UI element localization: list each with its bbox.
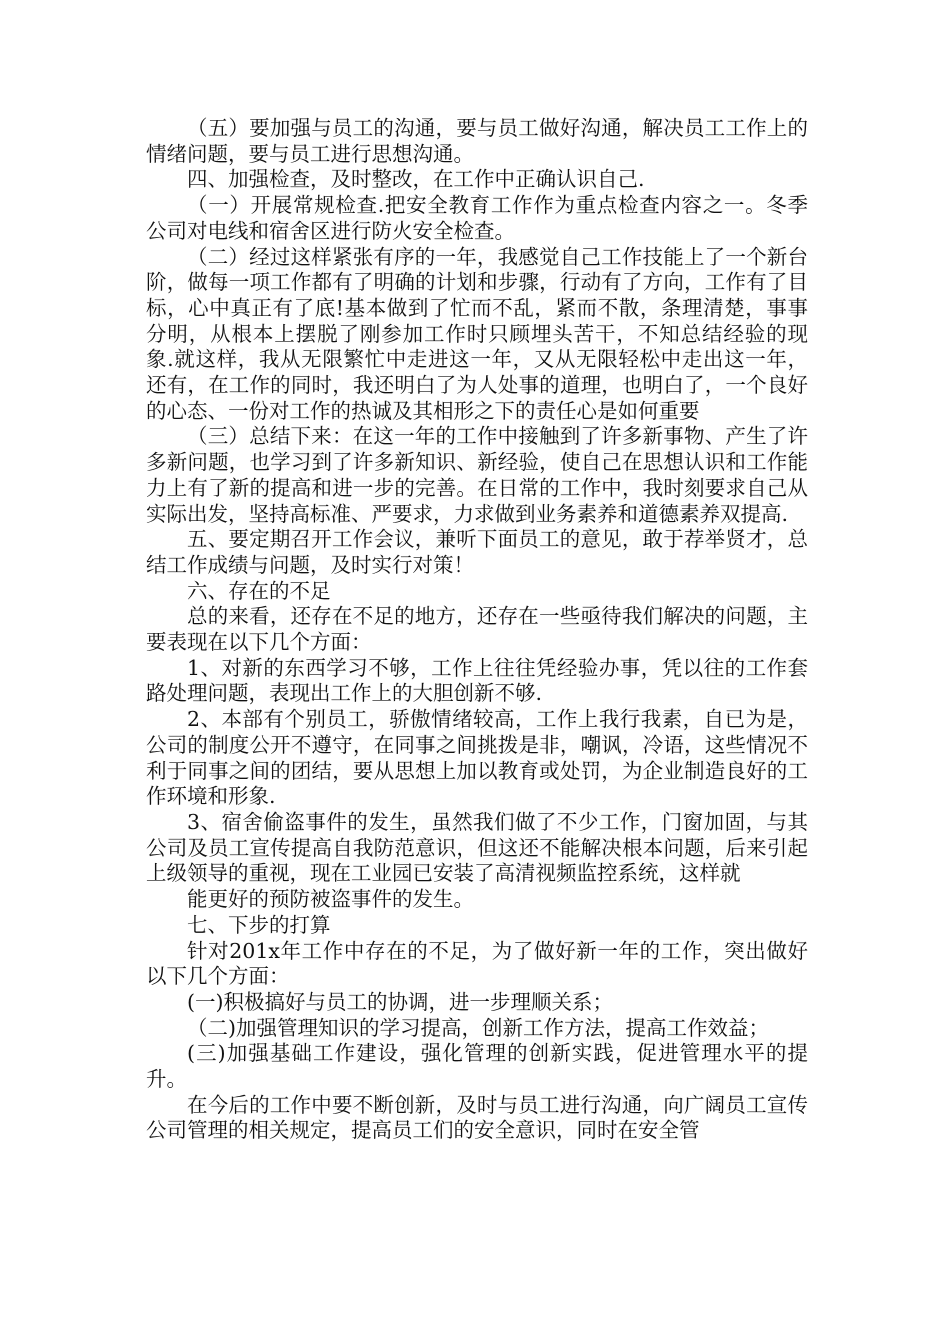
list-item-3: 3、宿舍偷盗事件的发生，虽然我们做了不少工作，门窗加固，与其公司及员工宣传提高自我防范意识，但这还不能解决根本问题，后来引起上级领导的重视，现在工业园已安装了高清视频监控系统，这样就 xyxy=(146,809,808,886)
heading-4-inspection: 四、加强检查，及时整改，在工作中正确认识自己. xyxy=(187,167,645,192)
paragraph-5-communication: （五）要加强与员工的沟通，要与员工做好沟通，解决员工工作上的情绪问题，要与员工进行思想沟通。 xyxy=(146,116,808,166)
heading-7-next-steps: 七、下步的打算 xyxy=(187,912,331,937)
plan-item-1: (一)积极搞好与员工的协调，进一步理顺关系； xyxy=(187,989,613,1014)
list-item-2: 2、本部有个别员工，骄傲情绪较高，工作上我行我素，自已为是，公司的制度公开不遵守，在同事之间挑拨是非，嘲讽，冷语，这些情况不利于同事之间的团结，要从思想上加以教育或处罚，为企业制造良好的工作环境和形象. xyxy=(146,707,808,809)
paragraph-continuation: 能更好的预防被盗事件的发生。 xyxy=(187,887,474,912)
paragraph-3-summary: （三）总结下来：在这一年的工作中接触到了许多新事物、产生了许多新问题，也学习到了许多新知识、新经验，使自己在思想认识和工作能力上有了新的提高和进一步的完善。在日常的工作中，我时刻要求自己从实际出发，坚持高标准、严要求，力求做到业务素养和道德素养双提高. xyxy=(146,424,808,526)
paragraph-1-routine-check: （一）开展常规检查.把安全教育工作作为重点检查内容之一。冬季公司对电线和宿舍区进行防火安全检查。 xyxy=(146,193,808,243)
plan-item-2: （二)加强管理知识的学习提高，创新工作方法，提高工作效益； xyxy=(187,1015,769,1040)
paragraph-future: 在今后的工作中要不断创新，及时与员工进行沟通，向广阔员工宣传公司管理的相关规定，提高员工们的安全意识，同时在安全管 xyxy=(146,1092,808,1143)
list-item-1: 1、对新的东西学习不够，工作上往往凭经验办事，凭以往的工作套路处理问题，表现出工作上的大胆创新不够. xyxy=(146,655,808,706)
heading-6-shortcomings: 六、存在的不足 xyxy=(187,578,331,603)
document-body xyxy=(146,116,808,1144)
paragraph-overall: 总的来看，还存在不足的地方，还存在一些亟待我们解决的问题，主要表现在以下几个方面： xyxy=(146,604,808,655)
paragraph-2-year-review: （二）经过这样紧张有序的一年，我感觉自己工作技能上了一个新台阶，做每一项工作都有了明确的计划和步骤，行动有了方向，工作有了目标，心中真正有了底!基本做到了忙而不乱，紧而不散，条理清楚，事事分明，从根本上摆脱了刚参加工作时只顾埋头苦干，不知总结经验的现象.就这样，我从无限繁忙中走进这一年，又从无限轻松中走出这一年，还有，在工作的同时，我还明白了为人处事的道理，也明白了，一个良好的心态、一份对工作的热诚及其相形之下的责任心是如何重要 xyxy=(146,244,808,423)
heading-5-meetings: 五、要定期召开工作会议，兼听下面员工的意见，敢于荐举贤才，总结工作成绩与问题，及时实行对策！ xyxy=(146,527,808,577)
plan-item-3: (三)加强基础工作建设，强化管理的创新实践，促进管理水平的提升。 xyxy=(146,1041,808,1092)
paragraph-plan-intro: 针对201x年工作中存在的不足，为了做好新一年的工作，突出做好以下几个方面： xyxy=(146,938,808,989)
